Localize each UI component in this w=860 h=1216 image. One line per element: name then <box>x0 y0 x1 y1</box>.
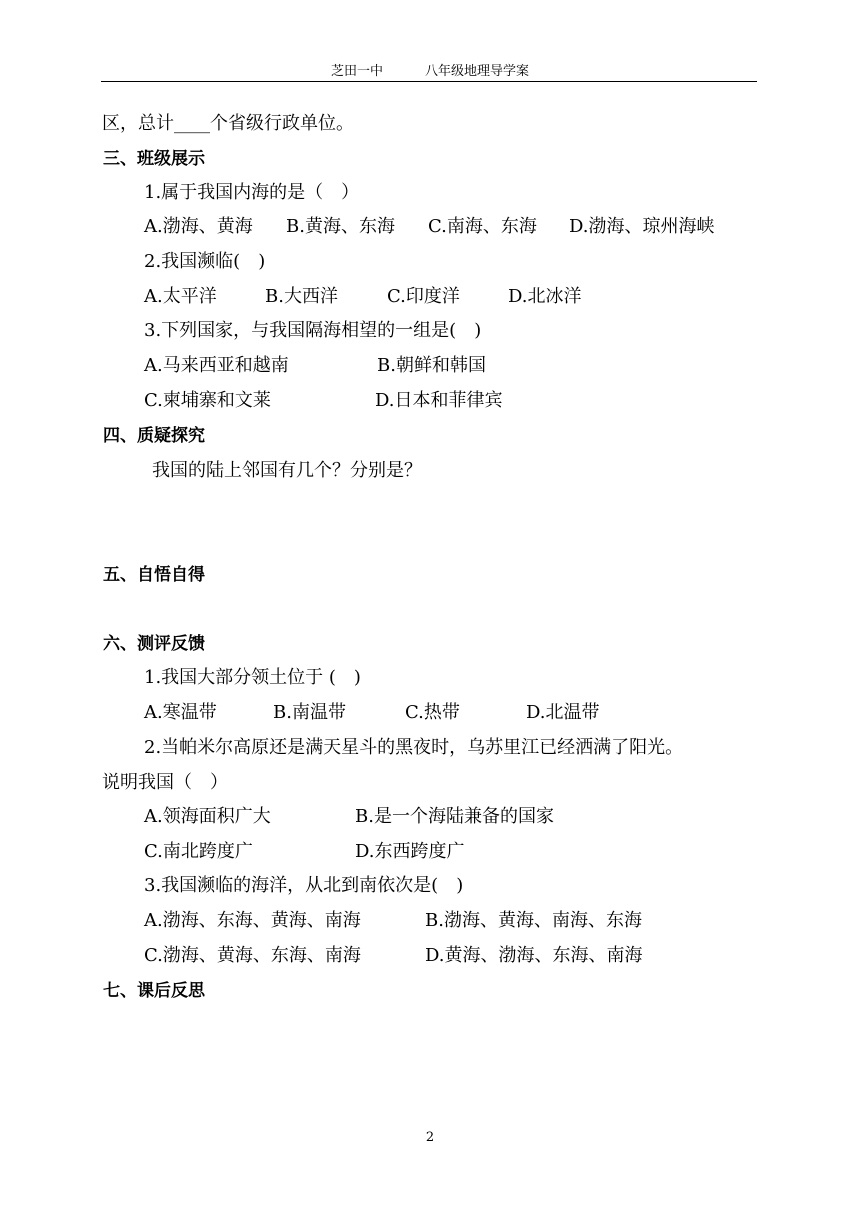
s3-q1-option-d: D.渤海、琼州海峡 <box>569 216 715 237</box>
section6-heading: 六、测评反馈 <box>103 634 205 654</box>
header-title: 八年级地理导学案 <box>425 64 530 79</box>
page-header <box>0 64 860 80</box>
s3-q2-option-d: D.北冰洋 <box>508 286 582 307</box>
s6-q3-option-a: A.渤海、东海、黄海、南海 <box>144 910 361 931</box>
s6-q2-option-c: C.南北跨度广 <box>144 841 253 862</box>
section3-heading: 三、班级展示 <box>103 149 205 169</box>
s6-q1-text: 1.我国大部分领土位于 ( ) <box>144 667 361 688</box>
intro-line: 区，总计____个省级行政单位。 <box>102 113 354 134</box>
s6-q2-option-d: D.东西跨度广 <box>355 841 465 862</box>
s3-q1-option-b: B.黄海、东海 <box>286 216 395 237</box>
s6-q1-option-c: C.热带 <box>405 702 460 723</box>
s3-q1-text: 1.属于我国内海的是（ ） <box>144 182 360 203</box>
s6-q2-option-b: B.是一个海陆兼备的国家 <box>355 806 554 827</box>
s3-q3-option-c: C.柬埔寨和文莱 <box>144 390 271 411</box>
s3-q1-option-c: C.南海、东海 <box>428 216 537 237</box>
s3-q2-text: 2.我国濒临( ) <box>144 251 266 272</box>
s3-q3-text: 3.下列国家，与我国隔海相望的一组是( ) <box>144 320 482 341</box>
s3-q1-option-a: A.渤海、黄海 <box>144 216 253 237</box>
page-number: 2 <box>425 1130 435 1145</box>
s6-q2-option-a: A.领海面积广大 <box>144 806 271 827</box>
s6-q1-option-d: D.北温带 <box>526 702 600 723</box>
s6-q1-option-b: B.南温带 <box>273 702 346 723</box>
header-divider <box>101 81 757 82</box>
section4-heading: 四、质疑探究 <box>103 426 205 446</box>
s6-q3-option-b: B.渤海、黄海、南海、东海 <box>425 910 642 931</box>
s6-q3-option-c: C.渤海、黄海、东海、南海 <box>144 945 361 966</box>
s6-q2-text: 2.当帕米尔高原还是满天星斗的黑夜时，乌苏里江已经洒满了阳光。 <box>144 737 684 758</box>
section5-heading: 五、自悟自得 <box>103 565 205 585</box>
header-school: 芝田一中 <box>330 64 383 79</box>
section7-heading: 七、课后反思 <box>103 981 205 1001</box>
s3-q2-option-b: B.大西洋 <box>265 286 338 307</box>
s6-q1-option-a: A.寒温带 <box>144 702 217 723</box>
s3-q3-option-d: D.日本和菲律宾 <box>375 390 503 411</box>
s6-q2-text-cont: 说明我国（ ） <box>102 772 228 793</box>
s4-question: 我国的陆上邻国有几个？分别是？ <box>152 460 422 481</box>
s6-q3-text: 3.我国濒临的海洋，从北到南依次是( ) <box>144 875 464 896</box>
s6-q3-option-d: D.黄海、渤海、东海、南海 <box>425 945 643 966</box>
s3-q3-option-b: B.朝鲜和韩国 <box>377 355 486 376</box>
s3-q3-option-a: A.马来西亚和越南 <box>144 355 289 376</box>
s3-q2-option-a: A.太平洋 <box>144 286 217 307</box>
s3-q2-option-c: C.印度洋 <box>387 286 460 307</box>
